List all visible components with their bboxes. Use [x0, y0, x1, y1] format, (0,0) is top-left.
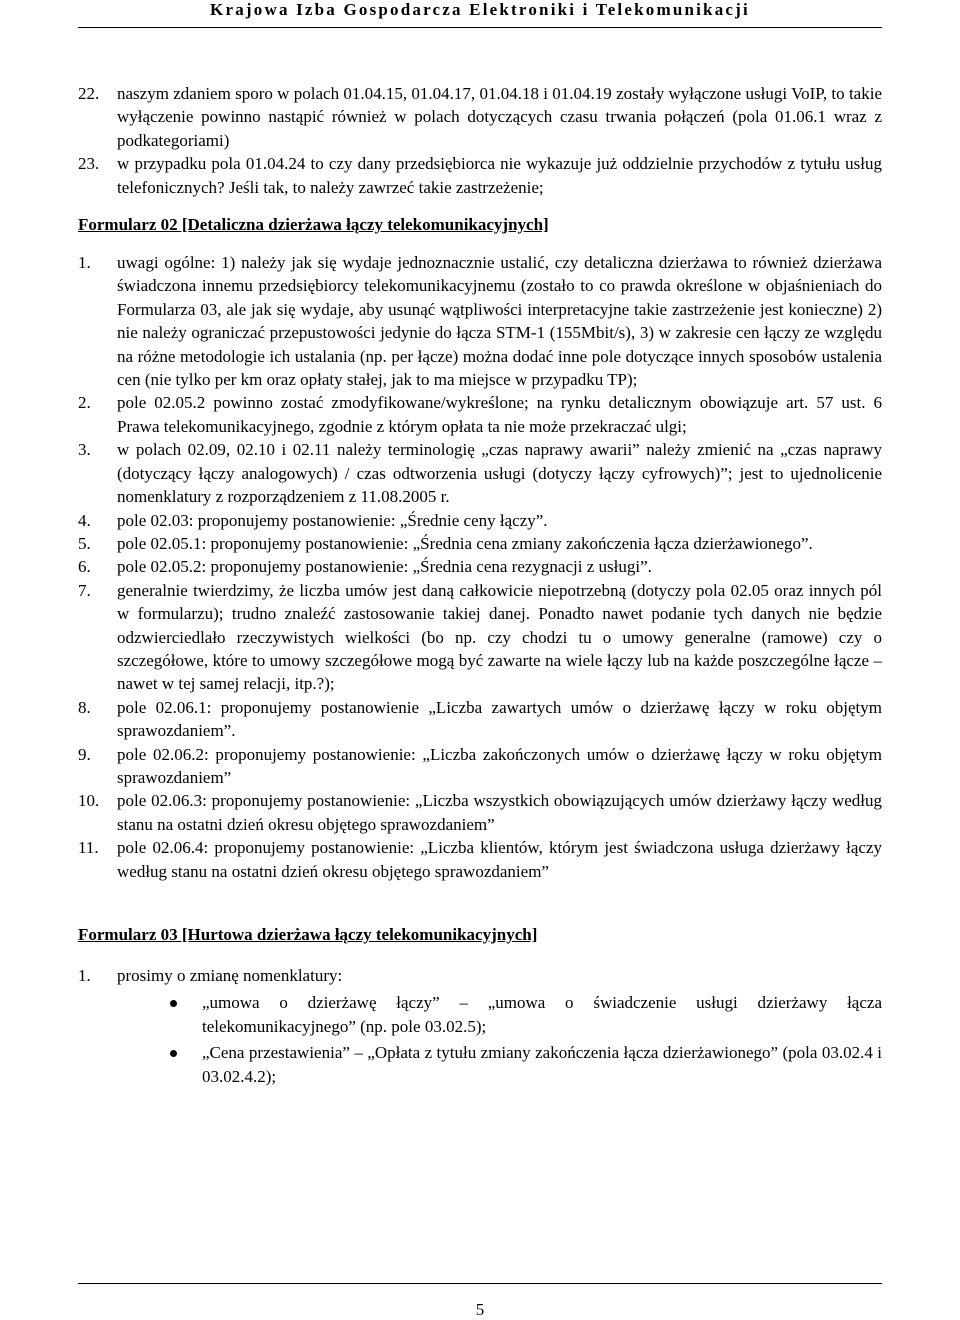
list-item	[78, 696, 882, 743]
list-item	[78, 152, 882, 199]
item-text: pole 02.06.1: proponujemy postanowienie „Liczba zawartych umów o dzierżawę łączy w roku objętym sprawozdaniem”.	[117, 697, 882, 741]
list-item	[78, 579, 882, 696]
bullet-dot-icon	[170, 1000, 177, 1007]
section-heading-form-02: Formularz 02 [Detaliczna dzierżawa łączy telekomunikacyjnych]	[78, 215, 549, 235]
list-item	[78, 438, 882, 508]
list-item	[78, 251, 882, 391]
list-item	[78, 789, 882, 836]
item-number: 3.	[78, 440, 91, 460]
item-number: 2.	[78, 393, 91, 413]
remarks-list-form-02	[78, 251, 882, 883]
list-item	[78, 532, 882, 555]
item-text: pole 02.05.1: proponujemy postanowienie: „Średnia cena zmiany zakończenia łącza dzierżawionego”.	[117, 533, 813, 553]
item-number: 5.	[78, 533, 91, 553]
item-number: 6.	[78, 557, 91, 577]
page-header: Krajowa Izba Gospodarcza Elektroniki i Telekomunikacji	[210, 0, 750, 19]
header-rule	[78, 27, 882, 28]
item-text: w polach 02.09, 02.10 i 02.11 należy terminologię „czas naprawy awarii” należy zmienić na „czas naprawy (dotyczący łączy analogowych) / czas odtworzenia usługi (dotyczy łączy cyfrowych)”; jest to ujednolicenie nomenklatury z rozporządzeniem z 11.08.2005 r.	[117, 440, 882, 507]
bullet-item	[78, 991, 882, 1038]
item-text: pole 02.06.2: proponujemy postanowienie: „Liczba zakończonych umów o dzierżawę łączy w roku objętym sprawozdaniem”	[117, 744, 882, 787]
item-number: 7.	[78, 580, 91, 600]
item-number: 8.	[78, 697, 91, 717]
item-number: 10.	[78, 791, 100, 811]
item-text: pole 02.05.2 powinno zostać zmodyfikowane/wykreślone; na rynku detalicznym obowiązuje art. 57 ust. 6 Prawa telekomunikacyjnego, zgodnie z którym opłata ta nie może przekraczać ulgi;	[117, 393, 882, 436]
item-text: pole 02.05.2: proponujemy postanowienie: „Średnia cena rezygnacji z usługi”.	[117, 557, 652, 577]
section-heading-form-03: Formularz 03 [Hurtowa dzierżawa łączy telekomunikacyjnych]	[78, 925, 538, 944]
item-number: 1.	[78, 253, 91, 273]
bullet-dot-icon	[170, 1050, 177, 1057]
list-item	[78, 391, 882, 438]
remarks-list-form-03	[78, 964, 882, 987]
list-item	[78, 964, 882, 987]
item-text: generalnie twierdzimy, że liczba umów jest daną całkowicie niepotrzebną (dotyczy pola 02.05 oraz innych pól w formularzu); trudno znaleźć zastosowanie takiej danej. Ponadto nawet podanie tych danych nie będzie odzwierciedlało rzeczywistych wielkości (bo np. czy chodzi tu o umowy generalne (ramowe) czy o szczegółowe, które to umowy szczegółowe mogą być zawarte na wiele łączy lub na każde poszczególne łącze – nawet w tej samej relacji, itp.?);	[117, 580, 882, 694]
bullet-text: „Cena przestawienia” – „Opłata z tytułu zmiany zakończenia łącza dzierżawionego” (pola 03.02.4 i 03.02.4.2);	[202, 1043, 882, 1086]
list-item	[78, 82, 882, 152]
nomenclature-bullets	[78, 991, 882, 1088]
bullet-text: „umowa o dzierżawę łączy” – „umowa o świadczenie usługi dzierżawy łącza telekomunikacyjnego” (np. pole 03.02.5);	[202, 993, 882, 1036]
remarks-list-general	[78, 82, 882, 199]
item-text: naszym zdaniem sporo w polach 01.04.15, 01.04.17, 01.04.18 i 01.04.19 zostały wyłączone usługi VoIP, to takie wyłączenie powinno nastąpić również w polach dotyczących czasu trwania połączeń (pola 01.06.1 wraz z podkategoriami)	[117, 84, 882, 150]
page-content	[78, 82, 882, 1091]
item-text: uwagi ogólne: 1) należy jak się wydaje jednoznacznie ustalić, czy detaliczna dzierżawa to również dzierżawa świadczona innemu przedsiębiorcy telekomunikacyjnemu (zostało to co prawda określone w objaśnieniach do Formularza 03, ale jak się wydaje, aby usunąć wątpliwości interpretacyjne takie zastrzeżenie jest konieczne) 2) nie należy ograniczać przepustowości jedynie do łącza STM-1 (155Mbit/s), 3) w zakresie cen łączy ze względu na różne metodologie ich ustalania (np. per łącze) można dodać inne pole dotyczące innych sposobów ustalenia cen (nie tylko per km oraz opłaty stałej, jak to ma miejsce w przypadku TP);	[117, 253, 882, 390]
footer-rule	[78, 1283, 882, 1284]
list-item	[78, 509, 882, 532]
item-number: 4.	[78, 510, 91, 530]
item-text: pole 02.03: proponujemy postanowienie: „Średnie ceny łączy”.	[117, 510, 548, 530]
item-number: 23.	[78, 154, 100, 174]
list-item	[78, 836, 882, 883]
list-item	[78, 743, 882, 790]
item-number: 11.	[78, 838, 99, 858]
item-text: pole 02.06.4: proponujemy postanowienie: „Liczba klientów, którym jest świadczona usługa dzierżawy łączy według stanu na ostatni dzień okresu objętego sprawozdaniem”	[117, 838, 882, 881]
item-text: w przypadku pola 01.04.24 to czy dany przedsiębiorca nie wykazuje już oddzielnie przychodów z tytułu usług telefonicznych? Jeśli tak, to należy zawrzeć takie zastrzeżenie;	[117, 154, 882, 197]
bullet-item	[78, 1041, 882, 1088]
page-number: 5	[475, 1300, 485, 1319]
item-number: 1.	[78, 966, 91, 985]
item-number: 22.	[78, 84, 100, 103]
item-text: prosimy o zmianę nomenklatury:	[117, 966, 343, 985]
item-number: 9.	[78, 744, 91, 764]
list-item	[78, 555, 882, 578]
item-text: pole 02.06.3: proponujemy postanowienie: „Liczba wszystkich obowiązujących umów dzierżawy łączy według stanu na ostatni dzień okresu objętego sprawozdaniem”	[117, 791, 882, 834]
